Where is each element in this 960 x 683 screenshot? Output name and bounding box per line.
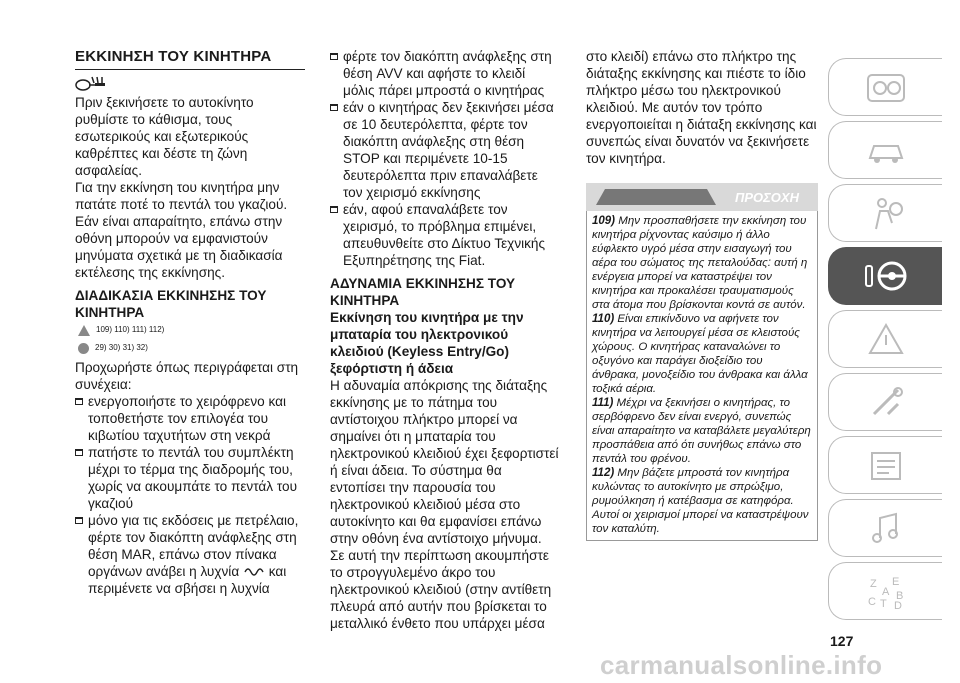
svg-text:T: T bbox=[879, 598, 887, 610]
column-left bbox=[75, 48, 305, 597]
warning-item: 110) Είναι επικίνδυνο να αφήνετε τον κινητήρα να λειτουργεί μέσα σε κλειστούς χώρους. Ο κινητήρας καταναλώνει το οξυγόνο και παράγει διοξείδιο του άνθρακα, μονοξείδιο του άνθρακα και άλλα τοξικά αέρια. bbox=[592, 313, 808, 395]
bullet-icon bbox=[330, 206, 338, 213]
section-heading: ΔΙΑΔΙΚΑΣΙΑ ΕΚΚΙΝΗΣΗΣ ΤΟΥ ΚΙΝΗΤΗΡΑ bbox=[75, 288, 267, 320]
note-circle-icon bbox=[78, 343, 89, 354]
paragraph: Προχωρήστε όπως περιγράφεται στη συνέχεια: bbox=[75, 360, 299, 392]
alphabetical-index-icon bbox=[862, 571, 910, 611]
svg-text:C: C bbox=[867, 596, 876, 608]
tab-index[interactable] bbox=[828, 562, 942, 620]
bullet-icon bbox=[75, 398, 83, 405]
tab-emergency[interactable] bbox=[828, 310, 942, 368]
car-info-icon bbox=[862, 130, 910, 170]
technical-data-icon bbox=[862, 445, 910, 485]
warning-refs-text: 109) 110) 111) 112) bbox=[96, 325, 165, 334]
paragraph: Σε αυτή την περίπτωση ακουμπήστε το στρογγυλεμένο άκρο του ηλεκτρονικού κλειδιού (στην αντίθετη πλευρά από αυτήν που βρίσκεται το μεταλλικό ένθετο που υπάρχει μέσα bbox=[330, 548, 552, 631]
paragraph: Εάν είναι απαραίτητο, επάνω στην οθόνη μπορούν να εμφανιστούν μηνύματα σχετικά με τη διαδικασία εκτέλεσης της εκκίνησης. bbox=[75, 214, 283, 280]
warning-item: 109) Μην προσπαθήσετε την εκκίνηση του κινητήρα ρίχνοντας καύσιμο ή άλλο εύφλεκτο υγρό μέσα στην εισαγωγή του αέρα του σώματος της πεταλούδας: αυτή η ενέργεια μπορεί να καταστρέψει τον κινητήρα και προκαλέσει τραυματισμούς στα άτομα που βρίσκονται κοντά σε αυτόν. bbox=[592, 215, 808, 311]
svg-text:B: B bbox=[895, 590, 903, 602]
tab-dashboard[interactable] bbox=[828, 58, 942, 116]
list-item: ενεργοποιήστε το χειρόφρενο και τοποθετήστε τον επιλογέα του κιβωτίου ταχυτήτων στη νεκρά bbox=[75, 393, 305, 444]
column-middle bbox=[330, 48, 560, 632]
multimedia-icon bbox=[862, 508, 910, 548]
page-number: 127 bbox=[830, 633, 854, 649]
warning-references bbox=[78, 321, 305, 339]
section-heading: ΑΔΥΝΑΜΙΑ ΕΚΚΙΝΗΣΗΣ ΤΟΥ ΚΙΝΗΤΗΡΑ bbox=[330, 276, 516, 308]
warning-item: 111) Μέχρι να ξεκινήσει ο κινητήρας, το σερβόφρενο δεν είναι ενεργό, συνεπώς είναι απαραίτητο να καταβάλετε μεγαλύτερη προσπάθεια από ότι συνήθως επάνω στο πεντάλ του φρένου. bbox=[592, 397, 811, 465]
paragraph: Η αδυναμία απόκρισης της διάταξης εκκίνησης με το πάτημα του αντίστοιχου πλήκτρο μπορεί να σημαίνει ότι η μπαταρία του ηλεκτρονικού κλειδιού έχει ξεφορτιστεί ή είναι άδεια. Το σύστημα θα εντοπίσει την παρουσία του ηλεκτρονικού κλειδιού μέσα στο αυτοκίνητο και θα εμφανίσει επάνω στην οθόνη ένα αντίστοιχο μήνυμα. bbox=[330, 378, 559, 546]
svg-text:A: A bbox=[881, 586, 889, 598]
tab-service[interactable] bbox=[828, 373, 942, 431]
key-steering-icon bbox=[862, 256, 910, 296]
tab-technical-data[interactable] bbox=[828, 436, 942, 494]
list-item: πατήστε το πεντάλ του συμπλέκτη μέχρι το τέρμα της διαδρομής του, χωρίς να ακουμπάτε το πεντάλ του γκαζιού bbox=[75, 444, 305, 512]
bullet-icon bbox=[75, 517, 83, 524]
svg-text:Z: Z bbox=[869, 578, 877, 590]
safety-airbag-icon bbox=[862, 193, 910, 233]
list-item: φέρτε τον διακόπτη ανάφλεξης στη θέση AVV και αφήστε το κλειδί μόλις πάρει μπροστά ο κινητήρας bbox=[330, 48, 560, 99]
subsection-heading: Εκκίνηση του κινητήρα με την μπαταρία του ηλεκτρονικού κλειδιού (Keyless Entry/Go) ξεφόρτιστη ή άδεια bbox=[330, 310, 524, 376]
list-item: μόνο για τις εκδόσεις με πετρέλαιο, φέρτε τον διακόπτη ανάφλεξης στη θέση MAR, επάνω στον πίνακα οργάνων ανάβει η λυχνία και περιμένετε να σβήσει η λυχνία bbox=[75, 512, 305, 597]
service-tools-icon bbox=[862, 382, 910, 422]
warning-road-icon bbox=[862, 319, 910, 359]
tab-car-info[interactable] bbox=[828, 121, 942, 179]
glow-plug-icon bbox=[243, 565, 265, 579]
list-item: εάν, αφού επαναλάβετε τον χειρισμό, το πρόβλημα επιμένει, απευθυνθείτε στο Δίκτυο Τεχνικής Εξυπηρέτησης της Fiat. bbox=[330, 201, 560, 269]
paragraph: Πριν ξεκινήσετε το αυτοκίνητο ρυθμίστε το κάθισμα, τους εσωτερικούς και εξωτερικούς καθρέπτες και δέστε τη ζώνη ασφαλείας. bbox=[75, 95, 254, 178]
watermark: carmanualsonline.info bbox=[600, 650, 883, 680]
svg-text:D: D bbox=[893, 600, 902, 611]
tab-safety[interactable] bbox=[828, 184, 942, 242]
list-item: εάν ο κινητήρας δεν ξεκινήσει μέσα σε 10 δευτερόλεπτα, φέρτε τον διακόπτη ανάφλεξης στη θέση STOP και περιμένετε 10-15 δευτερόλεπτα πριν επαναλάβετε τον χειρισμό εκκίνησης bbox=[330, 99, 560, 201]
note-refs-text: 29) 30) 31) 32) bbox=[95, 343, 148, 352]
page-title: ΕΚΚΙΝΗΣΗ ΤΟΥ ΚΙΝΗΤΗΡΑ bbox=[75, 48, 305, 70]
warning-item: 112) Μην βάζετε μπροστά τον κινητήρα κυλώντας το αυτοκίνητο με σπρώξιμο, ρυμούλκηση ή κατέβασμα σε κατηφόρα. Αυτοί οι χειρισμοί μπορεί να καταστρέψουν τον καταλύτη. bbox=[592, 467, 809, 535]
svg-text:E: E bbox=[891, 576, 899, 588]
tab-multimedia[interactable] bbox=[828, 499, 942, 557]
bullet-icon bbox=[330, 53, 338, 60]
chapter-tabs bbox=[828, 58, 942, 636]
paragraph: στο κλειδί) επάνω στο πλήκτρο της διάταξης εκκίνησης και πιέστε το ίδιο πλήκτρο μέσω του ηλεκτρονικού κλειδιού. Με αυτόν τον τρόπο ενεργοποιείται η διάταξη εκκίνησης και συνεπώς είναι δυνατόν να ξεκινήσετε τον κινητήρα. bbox=[586, 49, 817, 166]
bullet-icon bbox=[75, 449, 83, 456]
warning-triangle-icon bbox=[596, 189, 716, 205]
warning-triangle-icon bbox=[78, 325, 90, 336]
bullet-icon bbox=[330, 104, 338, 111]
paragraph: Για την εκκίνηση του κινητήρα μην πατάτε ποτέ το πεντάλ του γκαζιού. bbox=[75, 180, 288, 212]
warning-box bbox=[586, 211, 818, 541]
dashboard-icon bbox=[862, 67, 910, 107]
column-right bbox=[586, 48, 818, 541]
warning-title: ΠΡΟΣΟΧΗ bbox=[735, 189, 799, 205]
tab-starting-driving[interactable] bbox=[828, 247, 942, 305]
start-icon bbox=[75, 74, 305, 94]
note-references bbox=[78, 339, 305, 357]
warning-box-header bbox=[586, 183, 818, 211]
